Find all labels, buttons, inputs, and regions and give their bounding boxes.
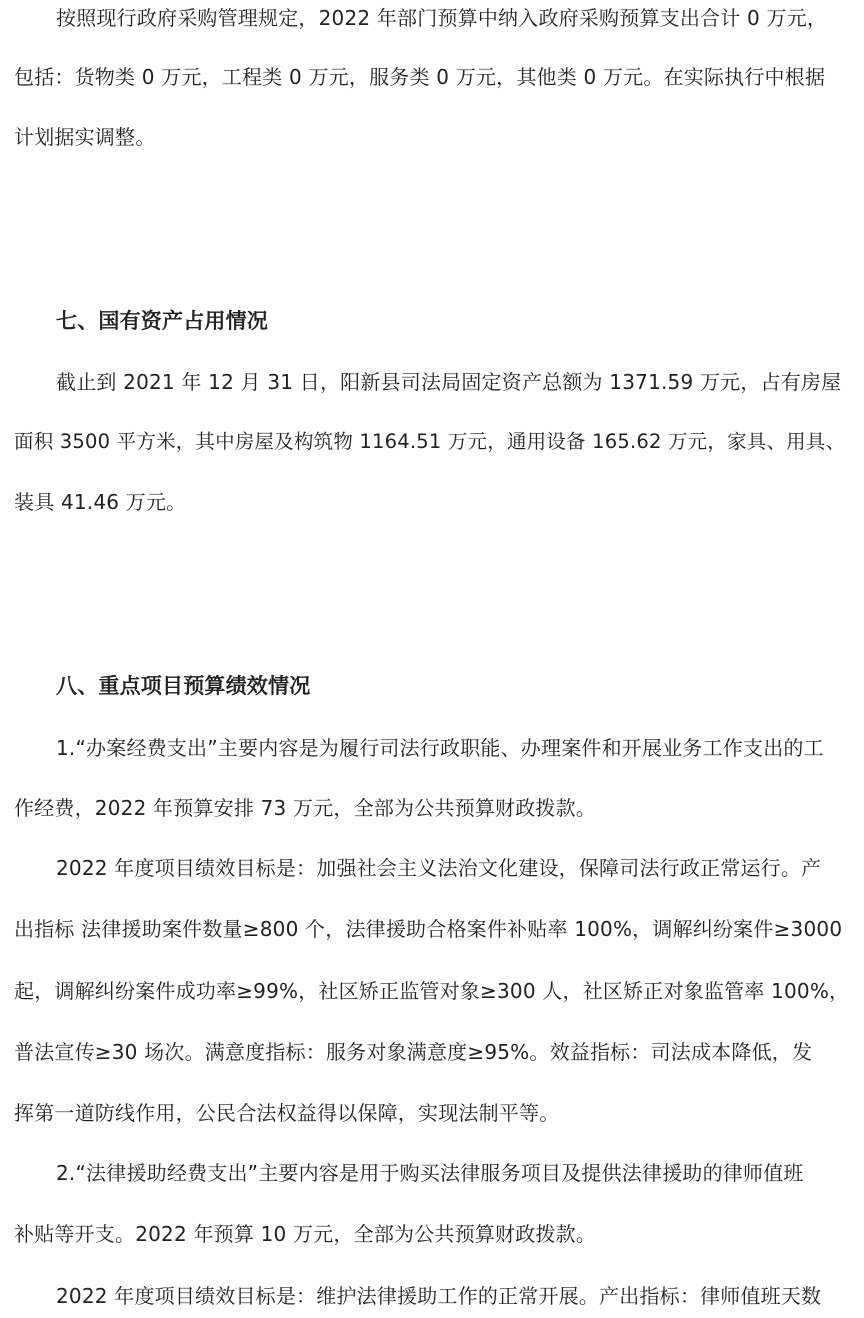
procurement-text-line-1: 按照现行政府采购管理规定，2022 年部门预算中纳入政府采购预算支出合计 0 万元， (56, 6, 828, 30)
procurement-text-line-2: 包括：货物类 0 万元，工程类 0 万元，服务类 0 万元，其他类 0 万元。在实际执行中根据 (14, 65, 826, 89)
item1-goal-line-5: 挥第一道防线作用，公民合法权益得以保障，实现法制平等。 (14, 1101, 560, 1125)
section-7-heading: 七、国有资产占用情况 (56, 309, 268, 333)
item1-text-line-1: 1.“办案经费支出”主要内容是为履行司法行政职能、办理案件和开展业务工作支出的工 (56, 736, 824, 760)
item2-goal-line-1: 2022 年度项目绩效目标是：维护法律援助工作的正常开展。产出指标：律师值班天数 (56, 1284, 822, 1308)
item1-text-line-2: 作经费，2022 年预算安排 73 万元，全部为公共预算财政拨款。 (14, 796, 597, 820)
item2-text-line-1: 2.“法律援助经费支出”主要内容是用于购买法律服务项目及提供法律援助的律师值班 (56, 1161, 804, 1185)
assets-text-line-2: 面积 3500 平方米，其中房屋及构筑物 1164.51 万元，通用设备 165.62 万元，家具、用具、 (14, 430, 846, 453)
item2-text-line-2: 补贴等开支。2022 年预算 10 万元，全部为公共预算财政拨款。 (14, 1222, 597, 1246)
procurement-text-line-3: 计划据实调整。 (14, 125, 156, 149)
item1-goal-line-3: 起，调解纠纷案件成功率≥99%，社区矫正监管对象≥300 人，社区矫正对象监管率 100%， (14, 979, 850, 1003)
item1-goal-line-4: 普法宣传≥30 场次。满意度指标：服务对象满意度≥95%。效益指标：司法成本降低，发 (14, 1040, 813, 1064)
assets-text-line-1: 截止到 2021 年 12 月 31 日，阳新县司法局固定资产总额为 1371.59 万元，占有房屋 (56, 370, 842, 394)
section-8-heading: 八、重点项目预算绩效情况 (56, 674, 311, 698)
item1-goal-line-2: 出指标 法律援助案件数量≥800 个，法律援助合格案件补贴率 100%，调解纠纷案件≥3000 (14, 917, 843, 941)
item1-goal-line-1: 2022 年度项目绩效目标是：加强社会主义法治文化建设，保障司法行政正常运行。产 (56, 856, 822, 880)
assets-text-line-3: 装具 41.46 万元。 (14, 490, 187, 514)
